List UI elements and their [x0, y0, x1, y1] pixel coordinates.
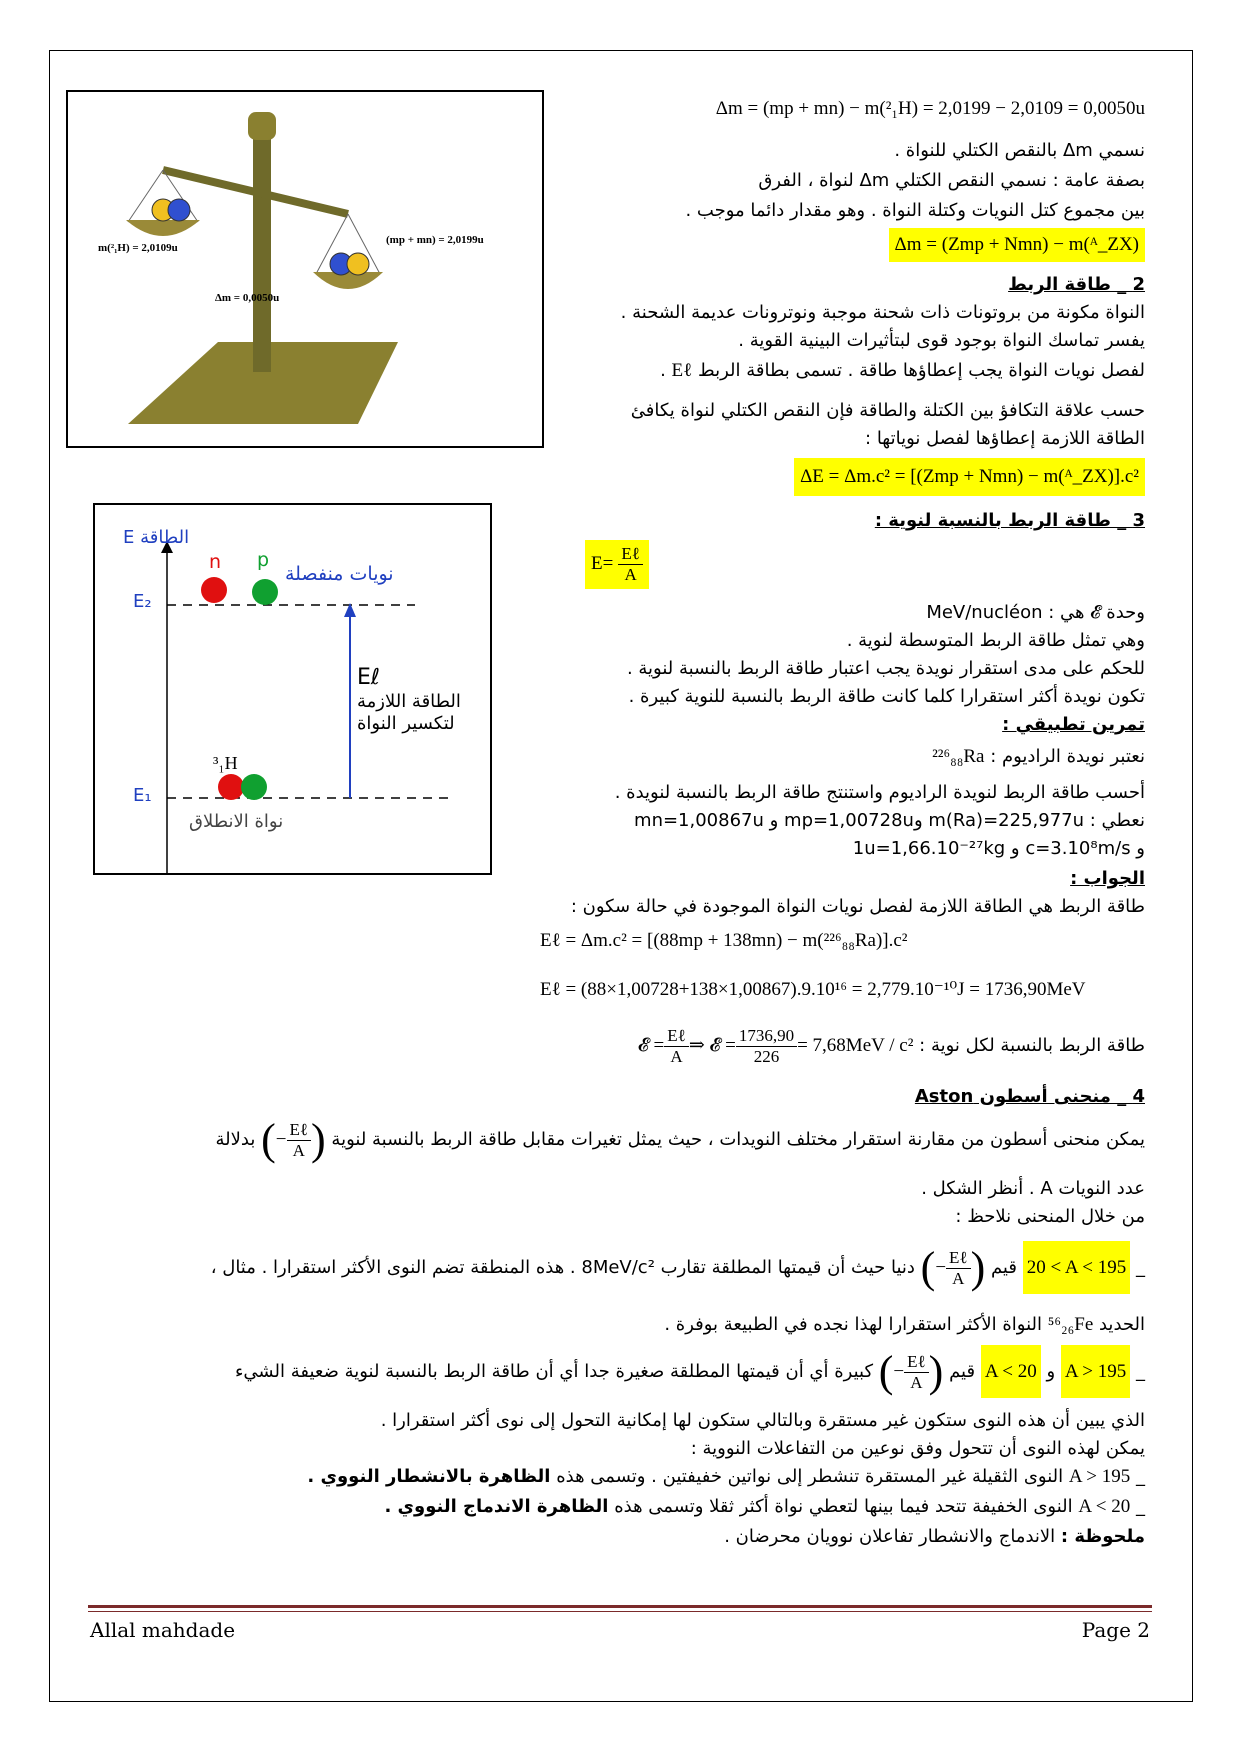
text-l23: الحديد ⁵⁶₂₆Fe النواة الأكثر استقرارا لهذا نجده في الطبيعة بوفرة . [664, 1314, 1145, 1335]
label-el: Eℓ [357, 665, 380, 690]
text-l18: طاقة الربط بالنسبة لكل نوية : 𝓔 = $\frac{\text{Eℓ}}{A}$ ⇒ 𝓔 = $\frac{1736,90}{226}$ = 7,68MeV / c² [637, 1025, 1145, 1066]
label-h3: ³₁H [213, 753, 238, 773]
text-l14: أحسب طاقة الربط لنويدة الراديوم واستنتج طاقة الربط بالنسبة لنويدة . [614, 782, 1145, 803]
energy-diagram [93, 503, 492, 875]
text-l22: _ 20 < A < 195 قيم ( − $\frac{\text{Eℓ}}{A}$ ) دنيا حيث أن قيمتها المطلقة تقارب 8MeV/c² . هذه المنطقة تضم النوى الأكثر استقرارا . مثال ، [210, 1243, 1145, 1292]
label-energy2: لتكسير النواة [357, 713, 455, 734]
formula-per-nucleon: E= $\frac{\text{Eℓ}}{A}$ [585, 540, 649, 589]
text-l25: الذي يبين أن هذه النوى ستكون غير مستقرة وبالتالي ستكون لها إمكانية التحول إلى نوى أكثر استقرارا . [380, 1410, 1145, 1431]
heading-aston: 4 _ منحنى أسطون Aston [914, 1086, 1145, 1107]
text-l7: حسب علاقة التكافؤ بين الكتلة والطاقة فإن النقص الكتلي لنواة يكافئ [630, 400, 1145, 421]
footer-author: Allal mahdade [90, 1618, 236, 1642]
label-p: p [257, 549, 270, 571]
heading-exercise: تمرين تطبيقي : [1002, 714, 1145, 735]
label-n: n [209, 551, 222, 573]
formula-energy-equivalence: ΔE = Δm.c² = [(Zmp + Nmn) − m(ᴬ_ZX)].c² [794, 458, 1145, 496]
footer-rule-thin [88, 1611, 1152, 1612]
text-l4: النواة مكونة من بروتونات ذات شحنة موجبة ونوترونات عديمة الشحنة . [620, 302, 1145, 323]
text-l19: يمكن منحنى أسطون من مقارنة استقرار مختلف النويدات ، حيث يمثل تغيرات مقابل طاقة الربط بالنسبة لنوية ( − $\frac{\text{Eℓ}}{A}$ ) بدلالة [215, 1115, 1145, 1164]
text-l13: نعتبر نويدة الراديوم : ²²⁶₈₈Ra [932, 746, 1145, 767]
footer-rule [88, 1605, 1152, 1608]
text-l15: نعطي : m(Ra)=225,977u وmp=1,00728u و mn=1,00867u [634, 810, 1145, 831]
text-l10: وهي تمثل طاقة الربط المتوسطة لنوية . [846, 630, 1145, 651]
label-start: نواة الانطلاق [189, 811, 284, 832]
balance-label-right: (mp + mn) = 2,0199u [386, 234, 484, 246]
text-l2: بصفة عامة : نسمي النقص الكتلي Δm لنواة ، الفرق [758, 170, 1145, 191]
balance-figure [66, 90, 544, 448]
text-l6b: لفصل نويات النواة يجب إعطاؤها طاقة [859, 360, 1145, 381]
text-l6a: . تسمى بطاقة الربط [698, 360, 854, 381]
heading-per-nucleon: 3 _ طاقة الربط بالنسبة لنوية : [874, 510, 1145, 531]
range-light: A < 20 [981, 1345, 1041, 1398]
label-free: نويات منفصلة [285, 563, 394, 585]
formula-binding-radium: Eℓ = Δm.c² = [(88mp + 138mn) − m(²²⁶₈₈Ra)].c² [540, 930, 908, 951]
formula-binding-value: Eℓ = (88×1,00728+138×1,00867).9.10¹⁶ = 2,779.10⁻¹⁰J = 1736,90MeV [540, 979, 1086, 1000]
text-l1: نسمي Δm بالنقص الكتلي للنواة . [894, 140, 1145, 161]
text-l21: من خلال المنحنى نلاحظ : [955, 1206, 1145, 1227]
text-l24: _ A > 195 و A < 20 قيم ( − $\frac{\text{Eℓ}}{A}$ ) كبيرة أي أن قيمتها المطلقة صغيرة جدا أي أن طاقة الربط بالنسبة لنوية ضعيفة الشيء [234, 1347, 1145, 1396]
formula-mass-defect: Δm = (mp + mn) − m(²₁H) = 2,0199 − 2,0109 = 0,0050u [715, 98, 1145, 119]
range-heavy: A > 195 [1061, 1345, 1130, 1398]
text-l5: يفسر تماسك النواة بوجود قوى لبتأثيرات البينية القوية . [738, 330, 1145, 351]
proton-dot [252, 579, 278, 605]
text-l20: عدد النويات A . أنظر الشكل . [921, 1178, 1145, 1199]
text-l9: وحدة 𝓔 هي : MeV/nucléon [926, 602, 1145, 623]
text-l17: طاقة الربط هي الطاقة اللازمة لفصل نويات النواة الموجودة في حالة سكون : [570, 896, 1145, 917]
text-l11: للحكم على مدى استقرار نويدة يجب اعتبار طاقة الربط بالنسبة لنوية . [626, 658, 1145, 679]
heading-answer: الجواب : [1070, 868, 1145, 889]
radium-symbol: ²²⁶₈₈Ra [932, 746, 985, 767]
el-symbol: Eℓ [671, 360, 693, 381]
text-l16: و c=3.10⁸m/s و 1u=1,66.10⁻²⁷kg [852, 838, 1145, 859]
footer-page: Page 2 [1081, 1618, 1150, 1642]
label-e1: E₁ [133, 785, 152, 806]
label-e2: E₂ [133, 591, 152, 612]
neutron-dot [201, 577, 227, 603]
text-l6: لفصل نويات النواة يجب إعطاؤها طاقة . تسمى بطاقة الربط Eℓ . [660, 360, 1145, 381]
text-l8: الطاقة اللازمة إعطاؤها لفصل نوياتها : [865, 428, 1145, 449]
axis-label: E الطاقة [123, 527, 190, 548]
text-l3: بين مجموع كتل النويات وكتلة النواة . وهو مقدار دائما موجب . [685, 200, 1145, 221]
iron-symbol: ⁵⁶₂₆Fe [1047, 1314, 1094, 1335]
label-energy1: الطاقة اللازمة [357, 691, 461, 712]
text-l29: ملحوظة : الاندماج والانشطار تفاعلان نوويان محرضان . [724, 1526, 1145, 1547]
text-l12: تكون نويدة أكثر استقرارا كلما كانت طاقة الربط بالنسبة للنوية كبيرة . [628, 686, 1145, 707]
balance-label-dm: Δm = 0,0050u [215, 292, 280, 304]
balance-pole [253, 132, 271, 372]
text-l28: _ A < 20 النوى الخفيفة تتحد فيما بينها لتعطي نواة أكثر ثقلا وتسمى هذه الظاهرة الاندماج النووي . [384, 1496, 1145, 1517]
text-l26: يمكن لهذه النوى أن تتحول وفق نوعين من التفاعلات النووية : [690, 1438, 1145, 1459]
balance-label-left: m(²₁H) = 2,0109u [98, 242, 178, 254]
formula-general-defect: Δm = (Zmp + Nmn) − m(ᴬ_ZX) [889, 228, 1145, 262]
text-l27: _ A > 195 النوى الثقيلة غير المستقرة تنشطر إلى نواتين خفيفتين . وتسمى هذه الظاهرة بالانشطار النووي . [307, 1466, 1145, 1487]
range-stable: 20 < A < 195 [1023, 1241, 1131, 1294]
heading-binding-energy: 2 _ طاقة الربط [1008, 274, 1145, 295]
